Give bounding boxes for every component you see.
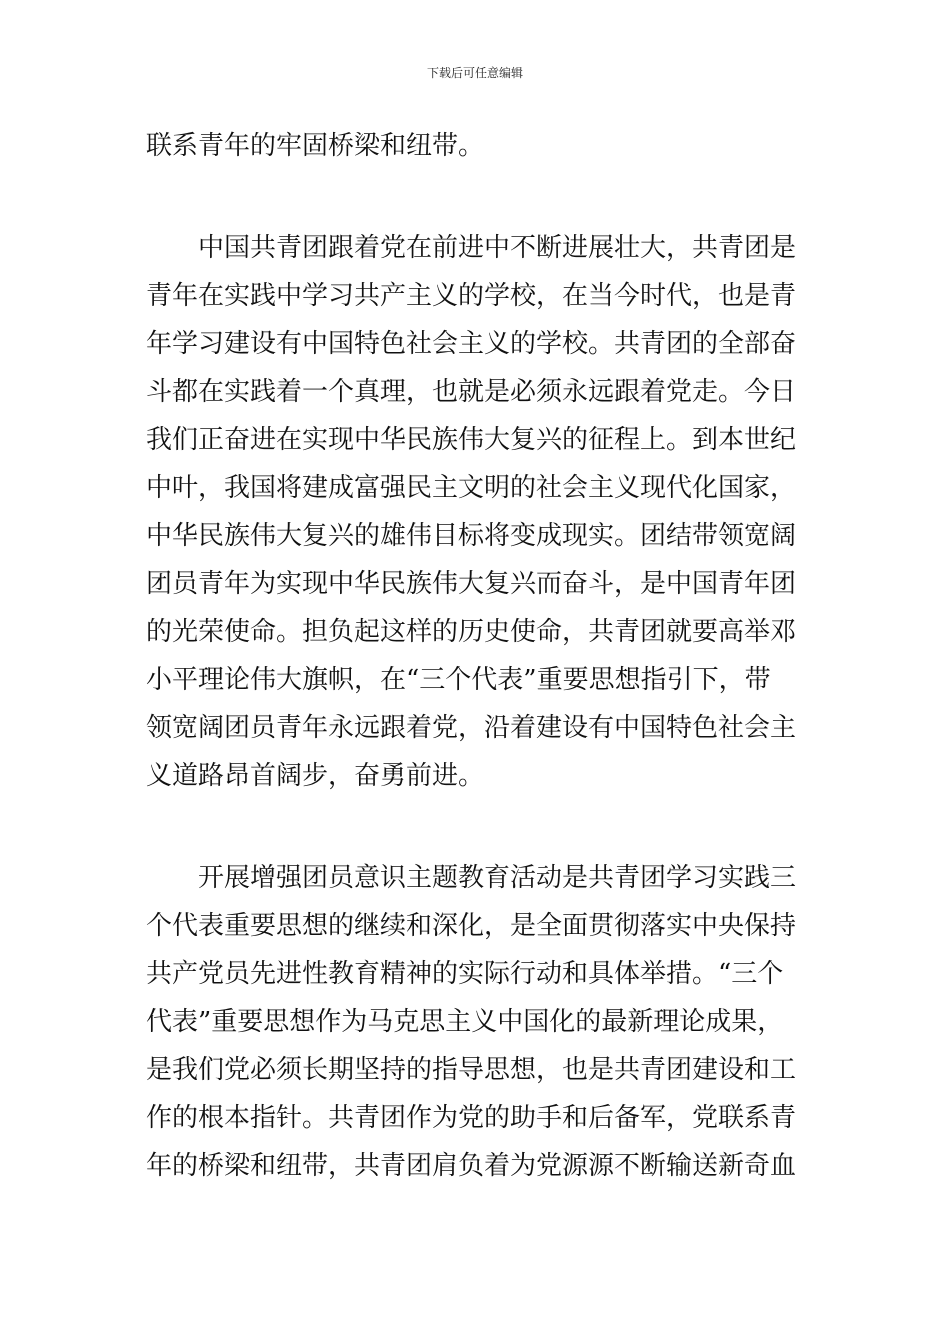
paragraph-gap bbox=[146, 800, 808, 854]
text-line: 联系青年的牢固桥梁和纽带。 bbox=[146, 131, 485, 161]
text-line: 小平理论伟大旗帜，在“三个代表”重要思想指引下，带 bbox=[146, 665, 771, 695]
text-line: 斗都在实践着一个真理，也就是必须永远跟着党走。今日 bbox=[146, 377, 797, 407]
text-line: 中华民族伟大复兴的雄伟目标将变成现实。团结带领宽阔 bbox=[146, 521, 797, 551]
text-line: 义道路昂首阔步，奋勇前进。 bbox=[146, 761, 485, 791]
text-line: 领宽阔团员青年永远跟着党，沿着建设有中国特色社会主 bbox=[146, 713, 797, 743]
text-line: 年的桥梁和纽带，共青团肩负着为党源源不断输送新奇血 bbox=[146, 1151, 797, 1181]
page-header: 下载后可任意编辑 bbox=[426, 66, 523, 80]
text-line: 开展增强团员意识主题教育活动是共青团学习实践三 bbox=[198, 863, 797, 893]
paragraph-3 bbox=[146, 854, 808, 1190]
text-line: 青年在实践中学习共产主义的学校，在当今时代，也是青 bbox=[146, 281, 797, 311]
text-line: 年学习建设有中国特色社会主义的学校。共青团的全部奋 bbox=[146, 329, 797, 359]
text-line: 我们正奋进在实现中华民族伟大复兴的征程上。到本世纪 bbox=[146, 425, 797, 455]
text-line: 作的根本指针。共青团作为党的助手和后备军，党联系青 bbox=[146, 1103, 797, 1133]
paragraph-1 bbox=[146, 122, 808, 170]
text-line: 共产党员先进性教育精神的实际行动和具体举措。“三个 bbox=[146, 959, 784, 989]
paragraph-gap bbox=[146, 170, 808, 224]
text-line: 中国共青团跟着党在前进中不断进展壮大，共青团是 bbox=[198, 233, 797, 263]
text-line: 代表”重要思想作为马克思主义中国化的最新理论成果， bbox=[146, 1007, 784, 1037]
text-line: 个代表重要思想的继续和深化，是全面贯彻落实中央保持 bbox=[146, 911, 797, 941]
text-line: 的光荣使命。担负起这样的历史使命，共青团就要高举邓 bbox=[146, 617, 797, 647]
paragraph-2 bbox=[146, 224, 808, 800]
text-line: 团员青年为实现中华民族伟大复兴而奋斗，是中国青年团 bbox=[146, 569, 797, 599]
document-body bbox=[146, 122, 808, 1190]
text-line: 是我们党必须长期坚持的指导思想，也是共青团建设和工 bbox=[146, 1055, 797, 1085]
text-line: 中叶，我国将建成富强民主文明的社会主义现代化国家， bbox=[146, 473, 797, 503]
